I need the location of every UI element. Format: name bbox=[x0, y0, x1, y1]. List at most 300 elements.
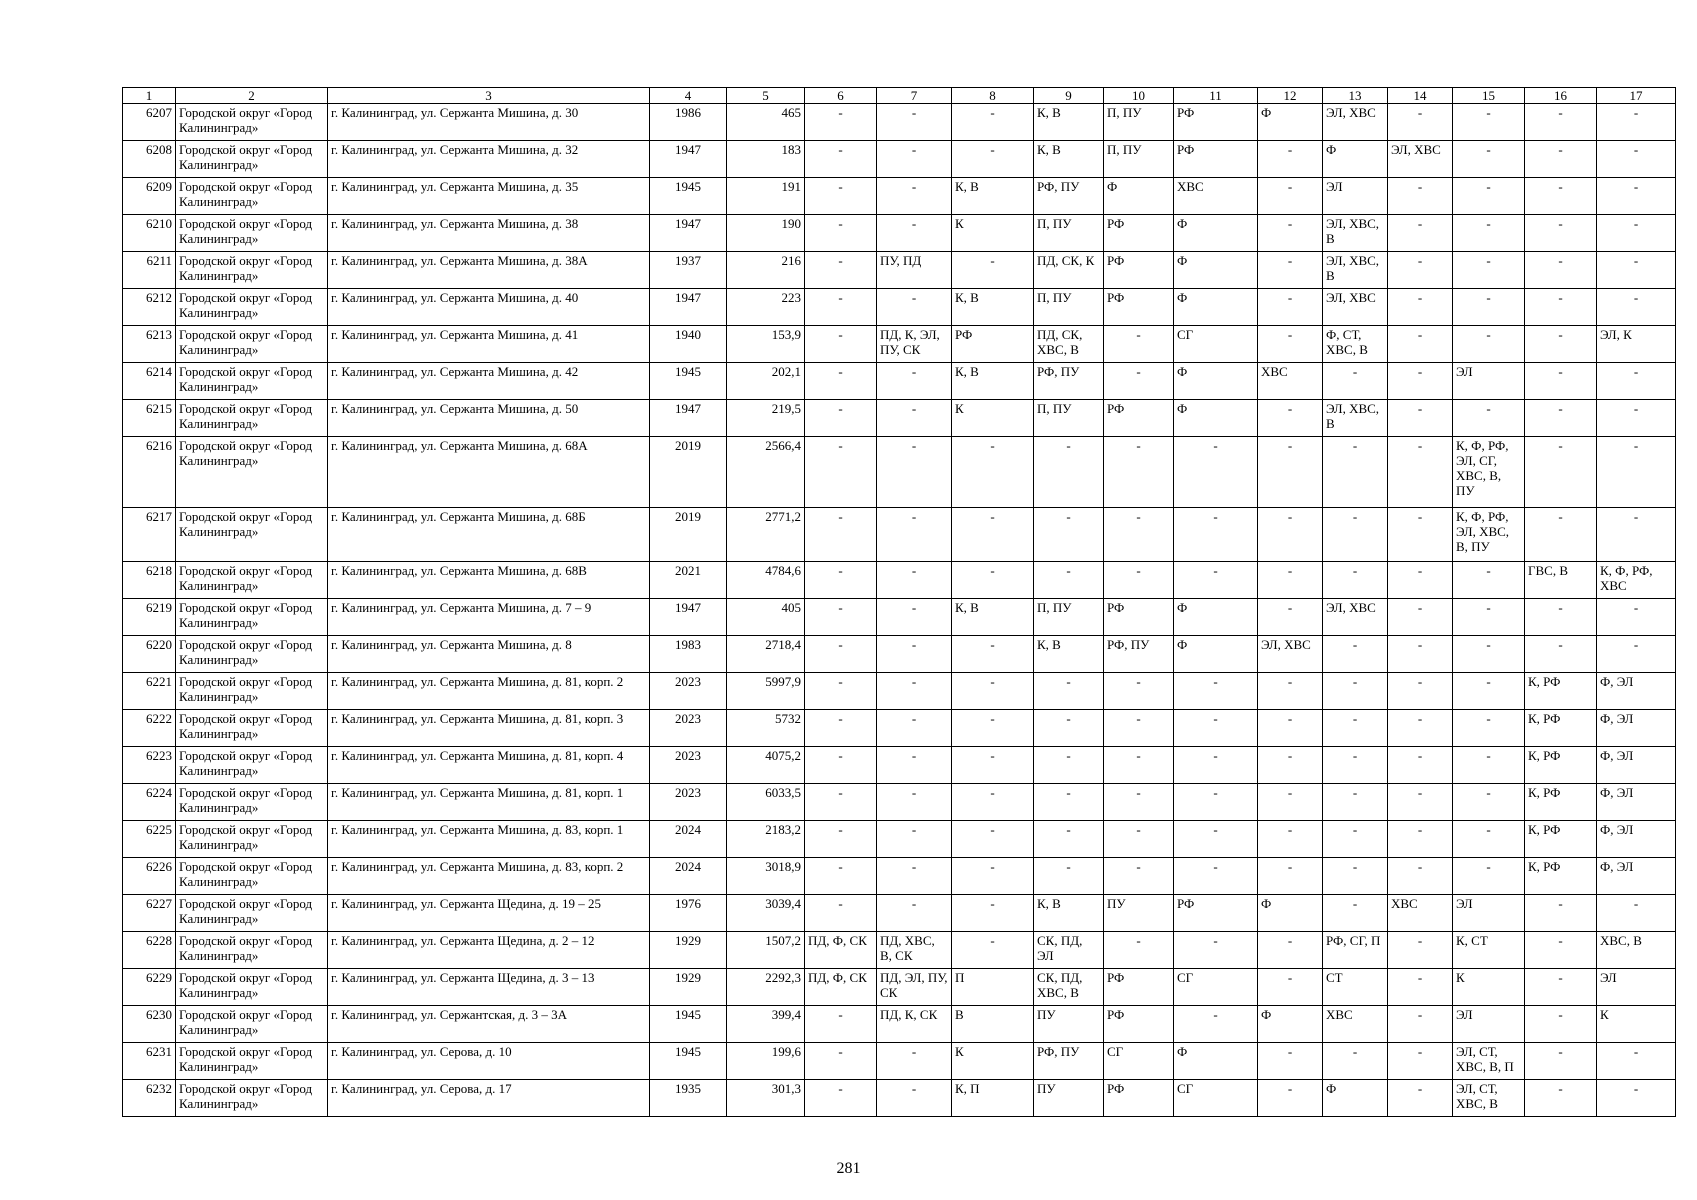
row-number-cell: 6213 bbox=[123, 326, 176, 363]
col9-cell: СК, ПД, ХВС, В bbox=[1034, 969, 1104, 1006]
col11-cell: РФ bbox=[1174, 104, 1258, 141]
col8-cell: - bbox=[952, 562, 1034, 599]
table-row bbox=[123, 969, 1676, 1006]
table-row bbox=[123, 400, 1676, 437]
table-row bbox=[123, 673, 1676, 710]
table-row bbox=[123, 710, 1676, 747]
col14-cell: - bbox=[1388, 508, 1453, 562]
col11-cell: СГ bbox=[1174, 326, 1258, 363]
col8-cell: - bbox=[952, 784, 1034, 821]
col13-cell: - bbox=[1323, 895, 1388, 932]
col7-cell: - bbox=[877, 821, 952, 858]
col9-cell: - bbox=[1034, 821, 1104, 858]
col13-cell: ЭЛ, ХВС, В bbox=[1323, 252, 1388, 289]
district-cell: Городской округ «Город Калининград» bbox=[176, 710, 328, 747]
address-cell: г. Калининград, ул. Сержанта Мишина, д. 83, корп. 2 bbox=[328, 858, 650, 895]
col14-cell: ЭЛ, ХВС bbox=[1388, 141, 1453, 178]
district-cell: Городской округ «Город Калининград» bbox=[176, 747, 328, 784]
col16-cell: - bbox=[1525, 1043, 1597, 1080]
col6-cell: - bbox=[805, 1006, 877, 1043]
col8-cell: - bbox=[952, 252, 1034, 289]
col7-cell: - bbox=[877, 562, 952, 599]
col6-cell: - bbox=[805, 784, 877, 821]
col12-cell: - bbox=[1258, 673, 1323, 710]
area-cell: 399,4 bbox=[727, 1006, 805, 1043]
district-cell: Городской округ «Город Калининград» bbox=[176, 1043, 328, 1080]
col17-cell: К bbox=[1597, 1006, 1676, 1043]
col13-cell: ЭЛ, ХВС bbox=[1323, 104, 1388, 141]
col14-cell: - bbox=[1388, 821, 1453, 858]
col17-cell: Ф, ЭЛ bbox=[1597, 747, 1676, 784]
col10-cell: - bbox=[1104, 784, 1174, 821]
col16-cell: - bbox=[1525, 969, 1597, 1006]
col9-cell: П, ПУ bbox=[1034, 599, 1104, 636]
col6-cell: - bbox=[805, 895, 877, 932]
col8-cell: К, В bbox=[952, 599, 1034, 636]
district-cell: Городской округ «Город Калининград» bbox=[176, 363, 328, 400]
col14-cell: - bbox=[1388, 326, 1453, 363]
col16-cell: К, РФ bbox=[1525, 673, 1597, 710]
col17-cell: - bbox=[1597, 599, 1676, 636]
col12-cell: - bbox=[1258, 252, 1323, 289]
year-cell: 2024 bbox=[650, 821, 727, 858]
district-cell: Городской округ «Город Калининград» bbox=[176, 178, 328, 215]
row-number-cell: 6221 bbox=[123, 673, 176, 710]
col7-cell: - bbox=[877, 784, 952, 821]
col14-cell: - bbox=[1388, 104, 1453, 141]
col17-cell: - bbox=[1597, 141, 1676, 178]
col16-cell: - bbox=[1525, 363, 1597, 400]
col14-cell: - bbox=[1388, 562, 1453, 599]
col7-cell: - bbox=[877, 636, 952, 673]
col6-cell: - bbox=[805, 1043, 877, 1080]
col13-cell: - bbox=[1323, 747, 1388, 784]
table-row bbox=[123, 1080, 1676, 1117]
col17-cell: - bbox=[1597, 178, 1676, 215]
table-row bbox=[123, 437, 1676, 508]
col13-cell: - bbox=[1323, 673, 1388, 710]
col17-cell: - bbox=[1597, 1043, 1676, 1080]
col15-cell: - bbox=[1453, 400, 1525, 437]
row-number-cell: 6230 bbox=[123, 1006, 176, 1043]
col12-cell: - bbox=[1258, 178, 1323, 215]
col10-cell: - bbox=[1104, 858, 1174, 895]
row-number-cell: 6211 bbox=[123, 252, 176, 289]
col16-cell: К, РФ bbox=[1525, 784, 1597, 821]
col8-cell: - bbox=[952, 508, 1034, 562]
col10-cell: - bbox=[1104, 710, 1174, 747]
district-cell: Городской округ «Город Калининград» bbox=[176, 784, 328, 821]
col6-cell: - bbox=[805, 252, 877, 289]
column-number-header: 2 bbox=[176, 88, 328, 104]
col11-cell: РФ bbox=[1174, 141, 1258, 178]
col17-cell: Ф, ЭЛ bbox=[1597, 784, 1676, 821]
col14-cell: - bbox=[1388, 437, 1453, 508]
col9-cell: П, ПУ bbox=[1034, 400, 1104, 437]
col17-cell: - bbox=[1597, 215, 1676, 252]
year-cell: 1947 bbox=[650, 215, 727, 252]
col15-cell: - bbox=[1453, 747, 1525, 784]
col8-cell: - bbox=[952, 141, 1034, 178]
col17-cell: - bbox=[1597, 289, 1676, 326]
col7-cell: - bbox=[877, 289, 952, 326]
col12-cell: Ф bbox=[1258, 104, 1323, 141]
col16-cell: - bbox=[1525, 252, 1597, 289]
col12-cell: Ф bbox=[1258, 895, 1323, 932]
col11-cell: Ф bbox=[1174, 252, 1258, 289]
district-cell: Городской округ «Город Калининград» bbox=[176, 1006, 328, 1043]
row-number-cell: 6210 bbox=[123, 215, 176, 252]
year-cell: 1937 bbox=[650, 252, 727, 289]
col10-cell: Ф bbox=[1104, 178, 1174, 215]
col12-cell: ЭЛ, ХВС bbox=[1258, 636, 1323, 673]
col17-cell: - bbox=[1597, 636, 1676, 673]
col15-cell: - bbox=[1453, 821, 1525, 858]
col16-cell: - bbox=[1525, 1080, 1597, 1117]
col14-cell: - bbox=[1388, 858, 1453, 895]
col8-cell: К bbox=[952, 215, 1034, 252]
address-cell: г. Калининград, ул. Сержанта Мишина, д. 41 bbox=[328, 326, 650, 363]
column-number-header: 17 bbox=[1597, 88, 1676, 104]
col9-cell: - bbox=[1034, 673, 1104, 710]
address-cell: г. Калининград, ул. Сержанта Мишина, д. 83, корп. 1 bbox=[328, 821, 650, 858]
table-row bbox=[123, 1043, 1676, 1080]
address-cell: г. Калининград, ул. Сержанта Щедина, д. 3 – 13 bbox=[328, 969, 650, 1006]
column-number-header: 9 bbox=[1034, 88, 1104, 104]
year-cell: 1945 bbox=[650, 363, 727, 400]
row-number-cell: 6225 bbox=[123, 821, 176, 858]
col13-cell: - bbox=[1323, 437, 1388, 508]
col9-cell: СК, ПД, ЭЛ bbox=[1034, 932, 1104, 969]
col6-cell: - bbox=[805, 710, 877, 747]
col6-cell: - bbox=[805, 215, 877, 252]
district-cell: Городской округ «Город Калининград» bbox=[176, 858, 328, 895]
col11-cell: - bbox=[1174, 932, 1258, 969]
col14-cell: - bbox=[1388, 784, 1453, 821]
row-number-cell: 6227 bbox=[123, 895, 176, 932]
area-cell: 219,5 bbox=[727, 400, 805, 437]
col10-cell: П, ПУ bbox=[1104, 104, 1174, 141]
table-row bbox=[123, 636, 1676, 673]
address-cell: г. Калининград, ул. Сержанта Мишина, д. 30 bbox=[328, 104, 650, 141]
col9-cell: - bbox=[1034, 710, 1104, 747]
col9-cell: К, В bbox=[1034, 895, 1104, 932]
area-cell: 216 bbox=[727, 252, 805, 289]
col15-cell: - bbox=[1453, 289, 1525, 326]
col13-cell: ЭЛ, ХВС, В bbox=[1323, 400, 1388, 437]
address-cell: г. Калининград, ул. Сержанта Мишина, д. 42 bbox=[328, 363, 650, 400]
col9-cell: РФ, ПУ bbox=[1034, 1043, 1104, 1080]
col6-cell: - bbox=[805, 508, 877, 562]
row-number-cell: 6216 bbox=[123, 437, 176, 508]
col11-cell: Ф bbox=[1174, 599, 1258, 636]
col11-cell: РФ bbox=[1174, 895, 1258, 932]
col15-cell: К, СТ bbox=[1453, 932, 1525, 969]
column-number-header: 7 bbox=[877, 88, 952, 104]
housing-register-table bbox=[122, 87, 1676, 1117]
col12-cell: - bbox=[1258, 599, 1323, 636]
col8-cell: - bbox=[952, 437, 1034, 508]
table-row bbox=[123, 562, 1676, 599]
col10-cell: РФ bbox=[1104, 1080, 1174, 1117]
table-body bbox=[123, 104, 1676, 1117]
col12-cell: - bbox=[1258, 710, 1323, 747]
col10-cell: РФ bbox=[1104, 969, 1174, 1006]
col14-cell: - bbox=[1388, 1006, 1453, 1043]
col8-cell: К, П bbox=[952, 1080, 1034, 1117]
table-row bbox=[123, 895, 1676, 932]
district-cell: Городской округ «Город Калининград» bbox=[176, 969, 328, 1006]
col10-cell: - bbox=[1104, 747, 1174, 784]
col14-cell: - bbox=[1388, 1043, 1453, 1080]
col8-cell: - bbox=[952, 104, 1034, 141]
col6-cell: - bbox=[805, 599, 877, 636]
area-cell: 190 bbox=[727, 215, 805, 252]
col13-cell: Ф, СТ, ХВС, В bbox=[1323, 326, 1388, 363]
table-row bbox=[123, 599, 1676, 636]
col11-cell: - bbox=[1174, 821, 1258, 858]
col8-cell: К bbox=[952, 400, 1034, 437]
col15-cell: ЭЛ bbox=[1453, 895, 1525, 932]
column-number-header: 4 bbox=[650, 88, 727, 104]
year-cell: 2023 bbox=[650, 747, 727, 784]
col12-cell: - bbox=[1258, 932, 1323, 969]
col12-cell: - bbox=[1258, 821, 1323, 858]
col9-cell: - bbox=[1034, 508, 1104, 562]
col11-cell: СГ bbox=[1174, 1080, 1258, 1117]
address-cell: г. Калининград, ул. Сержанта Мишина, д. 68В bbox=[328, 562, 650, 599]
col17-cell: К, Ф, РФ, ХВС bbox=[1597, 562, 1676, 599]
col15-cell: К, Ф, РФ, ЭЛ, ХВС, В, ПУ bbox=[1453, 508, 1525, 562]
col10-cell: - bbox=[1104, 673, 1174, 710]
column-number-header: 8 bbox=[952, 88, 1034, 104]
col12-cell: - bbox=[1258, 747, 1323, 784]
col10-cell: - bbox=[1104, 437, 1174, 508]
col11-cell: Ф bbox=[1174, 363, 1258, 400]
col12-cell: - bbox=[1258, 1080, 1323, 1117]
row-number-cell: 6229 bbox=[123, 969, 176, 1006]
col15-cell: ЭЛ bbox=[1453, 1006, 1525, 1043]
col8-cell: - bbox=[952, 932, 1034, 969]
column-number-header: 10 bbox=[1104, 88, 1174, 104]
col9-cell: - bbox=[1034, 784, 1104, 821]
col16-cell: - bbox=[1525, 932, 1597, 969]
col10-cell: - bbox=[1104, 932, 1174, 969]
col15-cell: - bbox=[1453, 326, 1525, 363]
col17-cell: ЭЛ, К bbox=[1597, 326, 1676, 363]
column-number-header-row bbox=[123, 88, 1676, 104]
row-number-cell: 6217 bbox=[123, 508, 176, 562]
table-row bbox=[123, 363, 1676, 400]
col12-cell: - bbox=[1258, 400, 1323, 437]
col11-cell: - bbox=[1174, 747, 1258, 784]
col7-cell: ПУ, ПД bbox=[877, 252, 952, 289]
year-cell: 1935 bbox=[650, 1080, 727, 1117]
district-cell: Городской округ «Город Калининград» bbox=[176, 932, 328, 969]
col11-cell: - bbox=[1174, 710, 1258, 747]
col14-cell: - bbox=[1388, 178, 1453, 215]
row-number-cell: 6212 bbox=[123, 289, 176, 326]
area-cell: 183 bbox=[727, 141, 805, 178]
col8-cell: РФ bbox=[952, 326, 1034, 363]
col14-cell: - bbox=[1388, 599, 1453, 636]
col12-cell: Ф bbox=[1258, 1006, 1323, 1043]
year-cell: 1945 bbox=[650, 178, 727, 215]
col7-cell: ПД, ЭЛ, ПУ, СК bbox=[877, 969, 952, 1006]
col12-cell: - bbox=[1258, 858, 1323, 895]
district-cell: Городской округ «Город Калининград» bbox=[176, 895, 328, 932]
col17-cell: ЭЛ bbox=[1597, 969, 1676, 1006]
col12-cell: - bbox=[1258, 969, 1323, 1006]
col7-cell: - bbox=[877, 104, 952, 141]
col17-cell: ХВС, В bbox=[1597, 932, 1676, 969]
area-cell: 153,9 bbox=[727, 326, 805, 363]
table-row bbox=[123, 104, 1676, 141]
col6-cell: - bbox=[805, 289, 877, 326]
district-cell: Городской округ «Город Калининград» bbox=[176, 636, 328, 673]
col9-cell: ПУ bbox=[1034, 1080, 1104, 1117]
col11-cell: Ф bbox=[1174, 289, 1258, 326]
row-number-cell: 6232 bbox=[123, 1080, 176, 1117]
col7-cell: - bbox=[877, 1080, 952, 1117]
district-cell: Городской округ «Город Калининград» bbox=[176, 289, 328, 326]
row-number-cell: 6208 bbox=[123, 141, 176, 178]
col17-cell: - bbox=[1597, 508, 1676, 562]
table-row bbox=[123, 326, 1676, 363]
district-cell: Городской округ «Город Калининград» bbox=[176, 215, 328, 252]
col17-cell: - bbox=[1597, 895, 1676, 932]
col13-cell: Ф bbox=[1323, 141, 1388, 178]
col13-cell: - bbox=[1323, 821, 1388, 858]
address-cell: г. Калининград, ул. Сержанта Мишина, д. 38 bbox=[328, 215, 650, 252]
year-cell: 1976 bbox=[650, 895, 727, 932]
col6-cell: ПД, Ф, СК bbox=[805, 932, 877, 969]
col6-cell: - bbox=[805, 178, 877, 215]
col15-cell: - bbox=[1453, 636, 1525, 673]
district-cell: Городской округ «Город Калининград» bbox=[176, 252, 328, 289]
col16-cell: - bbox=[1525, 636, 1597, 673]
col12-cell: - bbox=[1258, 508, 1323, 562]
col15-cell: - bbox=[1453, 562, 1525, 599]
table-row bbox=[123, 252, 1676, 289]
row-number-cell: 6222 bbox=[123, 710, 176, 747]
col15-cell: - bbox=[1453, 784, 1525, 821]
col10-cell: РФ bbox=[1104, 252, 1174, 289]
col14-cell: - bbox=[1388, 710, 1453, 747]
col13-cell: ХВС bbox=[1323, 1006, 1388, 1043]
col10-cell: РФ, ПУ bbox=[1104, 636, 1174, 673]
col11-cell: Ф bbox=[1174, 400, 1258, 437]
col13-cell: СТ bbox=[1323, 969, 1388, 1006]
col8-cell: К, В bbox=[952, 178, 1034, 215]
district-cell: Городской округ «Город Калининград» bbox=[176, 562, 328, 599]
address-cell: г. Калининград, ул. Серова, д. 10 bbox=[328, 1043, 650, 1080]
table-row bbox=[123, 747, 1676, 784]
col10-cell: РФ bbox=[1104, 400, 1174, 437]
col12-cell: ХВС bbox=[1258, 363, 1323, 400]
year-cell: 2024 bbox=[650, 858, 727, 895]
col6-cell: - bbox=[805, 858, 877, 895]
col17-cell: Ф, ЭЛ bbox=[1597, 858, 1676, 895]
col13-cell: - bbox=[1323, 710, 1388, 747]
year-cell: 1945 bbox=[650, 1006, 727, 1043]
col11-cell: - bbox=[1174, 673, 1258, 710]
area-cell: 4784,6 bbox=[727, 562, 805, 599]
col8-cell: В bbox=[952, 1006, 1034, 1043]
col15-cell: - bbox=[1453, 178, 1525, 215]
col8-cell: - bbox=[952, 858, 1034, 895]
col16-cell: - bbox=[1525, 104, 1597, 141]
col15-cell: - bbox=[1453, 215, 1525, 252]
col17-cell: - bbox=[1597, 437, 1676, 508]
row-number-cell: 6219 bbox=[123, 599, 176, 636]
col7-cell: - bbox=[877, 710, 952, 747]
col14-cell: - bbox=[1388, 1080, 1453, 1117]
address-cell: г. Калининград, ул. Сержанта Мишина, д. 38А bbox=[328, 252, 650, 289]
col6-cell: - bbox=[805, 747, 877, 784]
col12-cell: - bbox=[1258, 1043, 1323, 1080]
table-row bbox=[123, 821, 1676, 858]
col11-cell: - bbox=[1174, 508, 1258, 562]
col14-cell: - bbox=[1388, 400, 1453, 437]
col8-cell: - bbox=[952, 895, 1034, 932]
year-cell: 1947 bbox=[650, 599, 727, 636]
col15-cell: - bbox=[1453, 673, 1525, 710]
year-cell: 1947 bbox=[650, 400, 727, 437]
col13-cell: - bbox=[1323, 1043, 1388, 1080]
col8-cell: - bbox=[952, 821, 1034, 858]
district-cell: Городской округ «Город Калининград» bbox=[176, 326, 328, 363]
table-row bbox=[123, 508, 1676, 562]
col15-cell: - bbox=[1453, 599, 1525, 636]
col13-cell: - bbox=[1323, 508, 1388, 562]
col15-cell: ЭЛ, СТ, ХВС, В, П bbox=[1453, 1043, 1525, 1080]
col9-cell: К, В bbox=[1034, 104, 1104, 141]
area-cell: 5997,9 bbox=[727, 673, 805, 710]
year-cell: 1947 bbox=[650, 289, 727, 326]
area-cell: 5732 bbox=[727, 710, 805, 747]
col14-cell: - bbox=[1388, 673, 1453, 710]
col6-cell: ПД, Ф, СК bbox=[805, 969, 877, 1006]
col12-cell: - bbox=[1258, 437, 1323, 508]
table-row bbox=[123, 1006, 1676, 1043]
col8-cell: - bbox=[952, 673, 1034, 710]
column-number-header: 11 bbox=[1174, 88, 1258, 104]
col15-cell: К, Ф, РФ, ЭЛ, СГ, ХВС, В, ПУ bbox=[1453, 437, 1525, 508]
col9-cell: ПД, СК, К bbox=[1034, 252, 1104, 289]
col17-cell: - bbox=[1597, 104, 1676, 141]
column-number-header: 16 bbox=[1525, 88, 1597, 104]
address-cell: г. Калининград, ул. Сержанта Мишина, д. 8 bbox=[328, 636, 650, 673]
row-number-cell: 6223 bbox=[123, 747, 176, 784]
area-cell: 405 bbox=[727, 599, 805, 636]
col16-cell: - bbox=[1525, 326, 1597, 363]
col14-cell: - bbox=[1388, 636, 1453, 673]
col11-cell: Ф bbox=[1174, 1043, 1258, 1080]
col7-cell: - bbox=[877, 599, 952, 636]
address-cell: г. Калининград, ул. Сержанта Мишина, д. 81, корп. 1 bbox=[328, 784, 650, 821]
col17-cell: Ф, ЭЛ bbox=[1597, 821, 1676, 858]
row-number-cell: 6218 bbox=[123, 562, 176, 599]
column-number-header: 14 bbox=[1388, 88, 1453, 104]
col8-cell: - bbox=[952, 710, 1034, 747]
col8-cell: К, В bbox=[952, 363, 1034, 400]
area-cell: 202,1 bbox=[727, 363, 805, 400]
col7-cell: - bbox=[877, 141, 952, 178]
col7-cell: - bbox=[877, 1043, 952, 1080]
col15-cell: - bbox=[1453, 858, 1525, 895]
col6-cell: - bbox=[805, 104, 877, 141]
